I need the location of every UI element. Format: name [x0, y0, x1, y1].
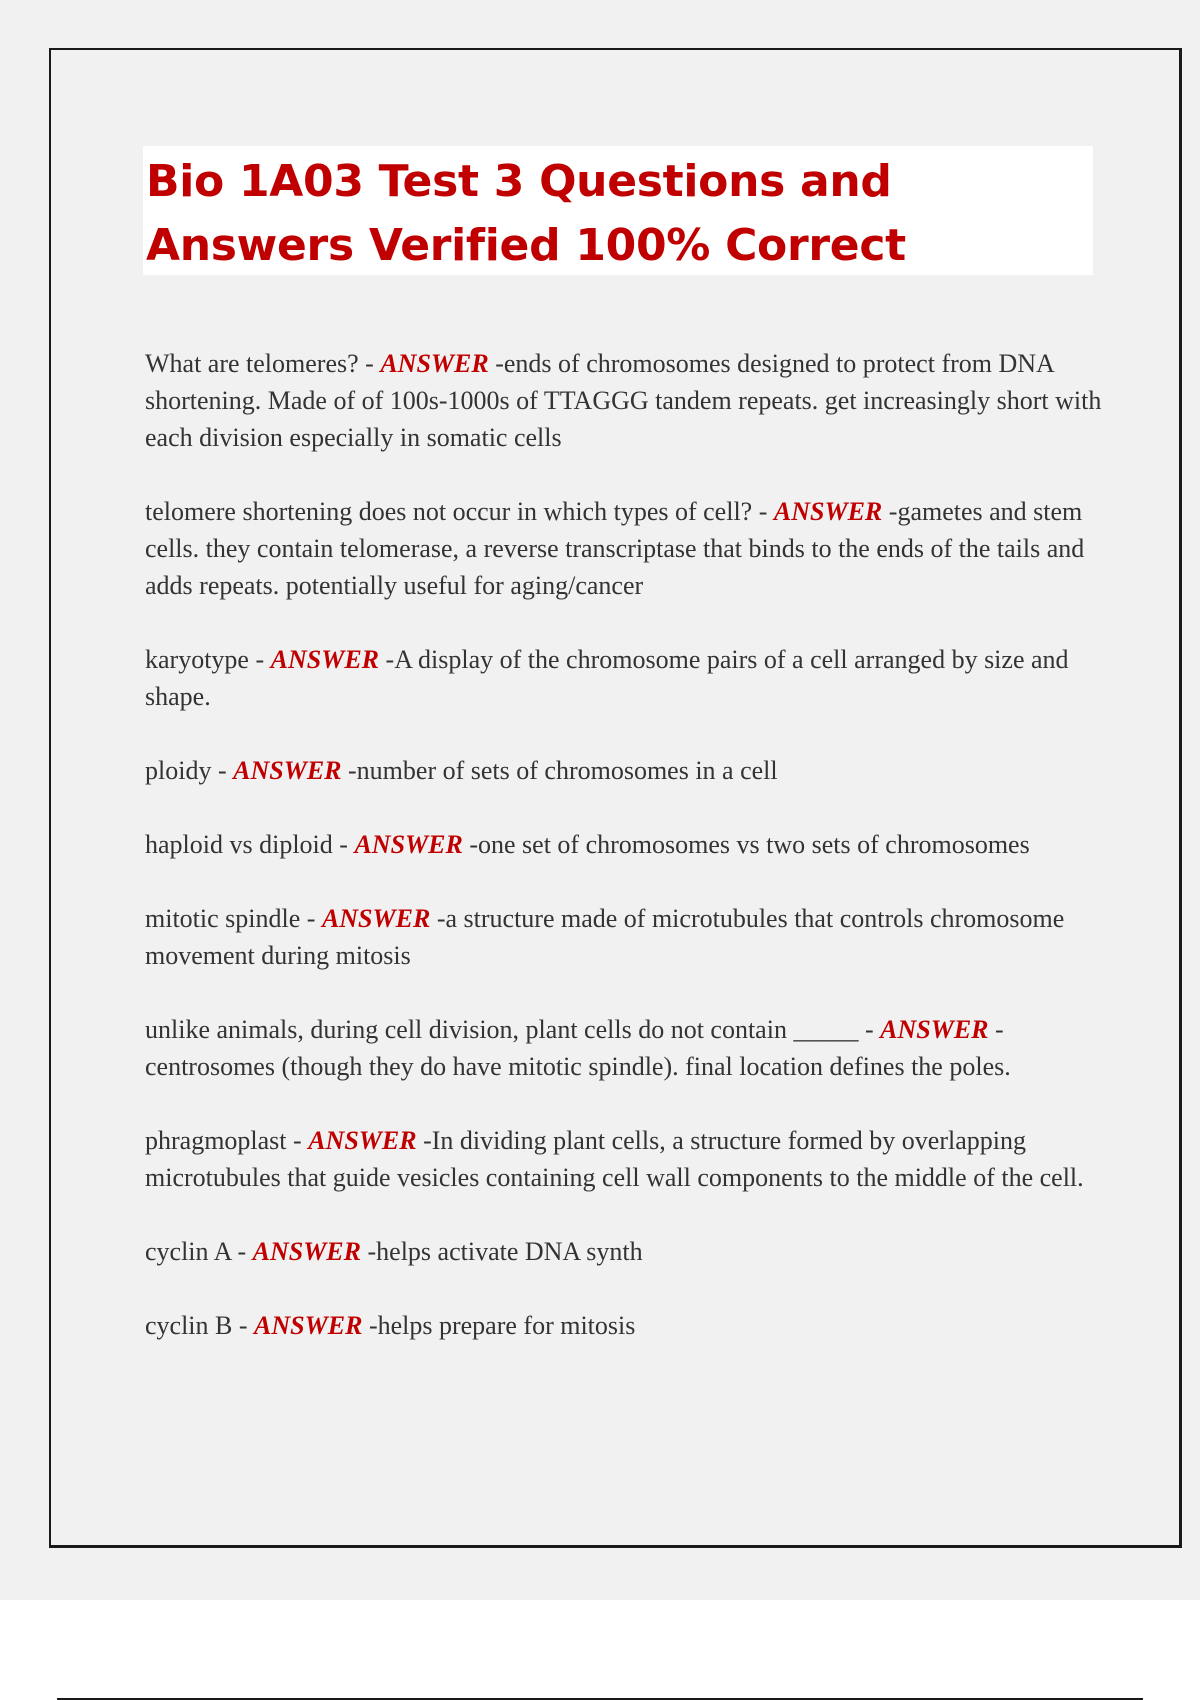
qa-item: mitotic spindle - ANSWER -a structure made of microtubules that controls chromosome movement during mitosis [145, 900, 1105, 974]
answer-text: -number of sets of chromosomes in a cell [348, 756, 778, 785]
answer-label: ANSWER [308, 1126, 417, 1155]
answer-label: ANSWER [254, 1311, 363, 1340]
answer-text: -In dividing plant cells, a structure formed by overlapping microtubules that guide vesicles containing cell wall components to the middle of the cell. [145, 1126, 1084, 1192]
question-text: mitotic spindle [145, 904, 301, 933]
question-text: phragmoplast [145, 1126, 287, 1155]
answer-label: ANSWER [354, 830, 463, 859]
answer-label: ANSWER [270, 645, 380, 674]
answer-text: -helps activate DNA synth [367, 1237, 643, 1266]
question-text: karyotype [145, 645, 249, 674]
qa-item: cyclin B - ANSWER -helps prepare for mitosis [145, 1307, 1105, 1344]
qa-item: telomere shortening does not occur in which types of cell? - ANSWER -gametes and stem cells. they contain telomerase, a reverse transcriptase that binds to the ends of the tails and adds repeats. potentially useful for aging/cancer [145, 493, 1105, 604]
qa-item: phragmoplast - ANSWER -In dividing plant cells, a structure formed by overlapping microtubules that guide vesicles containing cell wall components to the middle of the cell. [145, 1122, 1105, 1196]
answer-text: -ends of chromosomes designed to protect from DNA shortening. Made of of 100s-1000s of TTAGGG tandem repeats. get increasingly short with each division especially in somatic cells [145, 349, 1102, 452]
answer-label: ANSWER [880, 1015, 989, 1044]
answer-label: ANSWER [252, 1237, 361, 1266]
qa-item: unlike animals, during cell division, plant cells do not contain _____ - ANSWER -centrosomes (though they do have mitotic spindle). final location defines the poles. [145, 1011, 1105, 1085]
question-text: What are telomeres? [145, 349, 359, 378]
question-text: cyclin A [145, 1237, 231, 1266]
qa-list [145, 345, 1105, 1344]
answer-text: -gametes and stem cells. they contain telomerase, a reverse transcriptase that binds to the ends of the tails and adds repeats. potentially useful for aging/cancer [145, 497, 1085, 600]
question-text: unlike animals, during cell division, plant cells do not contain _____ [145, 1015, 859, 1044]
answer-text: -a structure made of microtubules that controls chromosome movement during mitosis [145, 904, 1065, 970]
answer-label: ANSWER [321, 904, 431, 933]
answer-label: ANSWER [773, 497, 883, 526]
qa-item: haploid vs diploid - ANSWER -one set of chromosomes vs two sets of chromosomes [145, 826, 1105, 863]
answer-text: -A display of the chromosome pairs of a cell arranged by size and shape. [145, 645, 1069, 711]
answer-text: -helps prepare for mitosis [368, 1311, 636, 1340]
document-title: Bio 1A03 Test 3 Questions and Answers Verified 100% Correct [146, 156, 906, 271]
question-text: ploidy [145, 756, 212, 785]
qa-item: karyotype - ANSWER -A display of the chromosome pairs of a cell arranged by size and shape. [145, 641, 1105, 715]
qa-item: ploidy - ANSWER -number of sets of chromosomes in a cell [145, 752, 1105, 789]
qa-item: What are telomeres? - ANSWER -ends of chromosomes designed to protect from DNA shortening. Made of of 100s-1000s of TTAGGG tandem repeats. get increasingly short with each division especially in somatic cells [145, 345, 1105, 456]
question-text: haploid vs diploid [145, 830, 333, 859]
question-text: cyclin B [145, 1311, 233, 1340]
question-text: telomere shortening does not occur in which types of cell? [145, 497, 753, 526]
answer-label: ANSWER [380, 349, 489, 378]
qa-item: cyclin A - ANSWER -helps activate DNA synth [145, 1233, 1105, 1270]
answer-text: -centrosomes (though they do have mitotic spindle). final location defines the poles. [145, 1015, 1011, 1081]
answer-text: -one set of chromosomes vs two sets of chromosomes [469, 830, 1030, 859]
answer-label: ANSWER [233, 756, 342, 785]
